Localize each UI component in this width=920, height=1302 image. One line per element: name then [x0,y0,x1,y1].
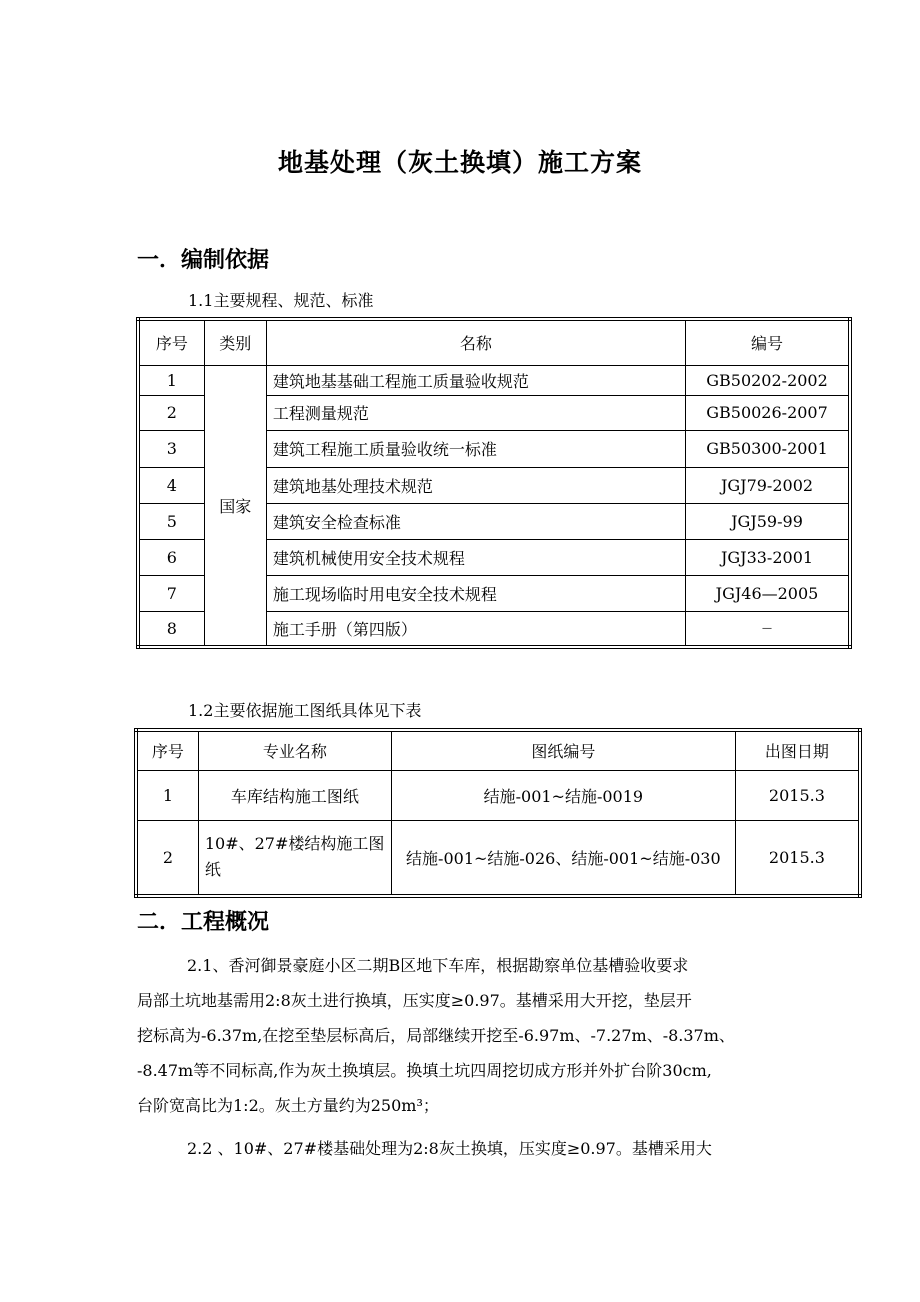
row-name: 建筑机械使用安全技术规程 [266,539,685,575]
header-cell-category: 类别 [204,319,266,365]
section-heading-1: 一．编制依据 [137,248,270,273]
row-no: 1 [136,770,198,820]
header-cell-date: 出图日期 [735,730,860,770]
paragraph-line: -8.47m等不同标高,作为灰土换填层。换填土坑四周挖切成方形并外扩台阶30cm, [137,1061,712,1080]
row-name: 施工现场临时用电安全技术规程 [266,575,685,611]
row-code: GB50026-2007 [686,395,850,430]
row-no: 8 [138,611,204,647]
section-heading-2: 二．工程概况 [137,910,270,935]
page-title: 地基处理（灰土换填）施工方案 [277,148,642,177]
subsection-heading-1-2: 1.2主要依据施工图纸具体见下表 [188,701,422,720]
row-name: 建筑安全检查标准 [266,503,685,539]
paragraph-line: 挖标高为-6.37m,在挖至垫层标高后，局部继续开挖至-6.97m、-7.27m、-8.37m、 [137,1026,735,1045]
row-name: 建筑工程施工质量验收统一标准 [266,430,685,467]
row-name: 建筑地基基础工程施工质量验收规范 [266,365,685,395]
row-name: 10#、27#楼结构施工图纸 [198,820,391,896]
table-header-row [138,319,850,365]
table-header-row [136,730,860,770]
row-no: 2 [136,820,198,896]
row-no: 3 [138,430,204,467]
header-cell-name: 名称 [266,319,685,365]
row-no: 5 [138,503,204,539]
table-row [138,365,850,395]
table-row [136,820,860,896]
row-drawing: 结施-001~结施-026、结施-001~结施-030 [391,820,735,896]
row-code: JGJ59-99 [686,503,850,539]
row-date: 2015.3 [735,770,860,820]
overview-paragraph-1 [137,948,797,1123]
row-code: JGJ46—2005 [686,575,850,611]
row-code: GB50202-2002 [686,365,850,395]
subsection-heading-1-1: 1.1主要规程、规范、标准 [188,291,374,310]
header-cell-code: 编号 [686,319,850,365]
row-code: JGJ79-2002 [686,467,850,503]
row-name: 车库结构施工图纸 [198,770,391,820]
header-cell-drawing-no: 图纸编号 [391,730,735,770]
paragraph-line: 2.1、香河御景豪庭小区二期B区地下车库，根据勘察单位基槽验收要求 [187,956,689,975]
row-no: 7 [138,575,204,611]
drawings-table [134,728,862,898]
row-code: JGJ33-2001 [686,539,850,575]
standards-table [136,317,852,649]
row-name: 工程测量规范 [266,395,685,430]
row-name: 施工手册（第四版） [266,611,685,647]
row-code: GB50300-2001 [686,430,850,467]
category-cell: 国家 [204,365,266,647]
row-no: 2 [138,395,204,430]
header-cell-no: 序号 [138,319,204,365]
header-cell-specialty: 专业名称 [198,730,391,770]
header-cell-no: 序号 [136,730,198,770]
row-name: 建筑地基处理技术规范 [266,467,685,503]
paragraph-line: 2.2 、10#、27#楼基础处理为2:8灰土换填，压实度≥0.97。基槽采用大 [187,1139,712,1158]
row-drawing: 结施-001~结施-0019 [391,770,735,820]
row-no: 6 [138,539,204,575]
overview-paragraph-2 [137,1131,797,1166]
paragraph-line: 局部土坑地基需用2:8灰土进行换填，压实度≥0.97。基槽采用大开挖，垫层开 [137,991,692,1010]
row-no: 4 [138,467,204,503]
row-date: 2015.3 [735,820,860,896]
paragraph-line: 台阶宽高比为1:2。灰土方量约为250m³； [137,1096,439,1115]
table-row [136,770,860,820]
row-no: 1 [138,365,204,395]
row-code: — [686,611,850,647]
